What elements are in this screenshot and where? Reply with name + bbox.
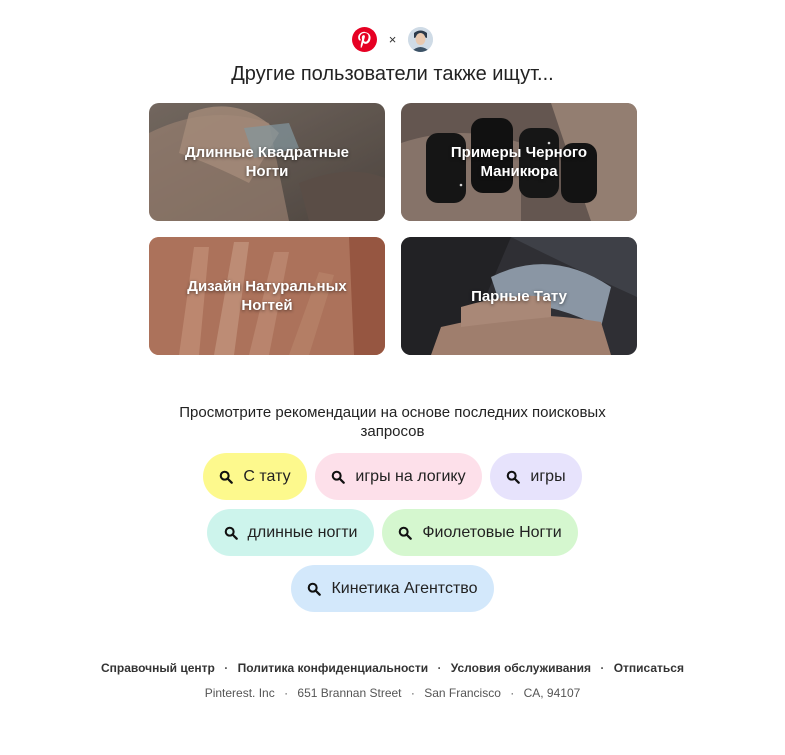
pill-label: игры на логику — [355, 467, 466, 485]
pill-label: Кинетика Агентство — [331, 579, 478, 597]
times-symbol: × — [388, 32, 397, 47]
search-icon — [331, 470, 345, 484]
search-icon — [506, 470, 520, 484]
pinterest-logo-icon — [352, 27, 377, 52]
logo-row — [0, 27, 785, 52]
search-icon — [224, 526, 238, 540]
page-heading: Другие пользователи также ищут... — [231, 63, 554, 85]
address-company: Pinterest. Inc — [204, 686, 275, 700]
card-long-square-nails[interactable] — [149, 103, 385, 221]
search-icon — [398, 526, 412, 540]
card-label: Дизайн Натуральных Ногтей — [187, 278, 347, 314]
pill-logic-games[interactable] — [315, 453, 482, 500]
separator-dot: · — [600, 661, 605, 675]
card-label: Парные Тату — [471, 287, 567, 305]
card-label: Примеры Черного Маникюра — [450, 144, 588, 180]
separator-dot: · — [437, 661, 442, 675]
card-label: Длинные Квадратные Ногти — [185, 144, 349, 180]
pill-long-nails[interactable] — [207, 509, 374, 556]
footer-address — [0, 686, 785, 700]
pill-kinetika-agency[interactable] — [291, 565, 494, 612]
card-couple-tattoos[interactable] — [401, 237, 637, 355]
search-icon — [307, 582, 321, 596]
pill-games[interactable] — [490, 453, 582, 500]
address-state-zip: CA, 94107 — [523, 686, 581, 700]
pill-label: Фиолетовые Ногти — [422, 523, 562, 541]
user-avatar — [408, 27, 433, 52]
pill-purple-nails[interactable] — [382, 509, 578, 556]
separator-dot: · — [510, 686, 515, 700]
pill-label: С тату — [243, 467, 291, 485]
pill-label: игры — [530, 467, 566, 485]
footer-links — [0, 661, 785, 675]
card-black-manicure[interactable] — [401, 103, 637, 221]
terms-of-service-link[interactable]: Условия обслуживания — [450, 661, 592, 675]
help-center-link[interactable]: Справочный центр — [101, 661, 215, 675]
pill-label: длинные ногти — [247, 523, 358, 541]
separator-dot: · — [224, 661, 229, 675]
address-city: San Francisco — [424, 686, 501, 700]
search-icon — [219, 470, 233, 484]
user-avatar-icon — [408, 27, 433, 52]
pill-s-tatu[interactable] — [203, 453, 307, 500]
address-street: 651 Brannan Street — [297, 686, 402, 700]
privacy-policy-link[interactable]: Политика конфиденциальности — [237, 661, 429, 675]
recommendations-heading: Просмотрите рекомендации на основе последних поисковых запросов — [179, 404, 606, 440]
card-natural-nails-design[interactable] — [149, 237, 385, 355]
separator-dot: · — [410, 686, 415, 700]
separator-dot: · — [284, 686, 289, 700]
unsubscribe-link[interactable]: Отписаться — [613, 661, 684, 675]
